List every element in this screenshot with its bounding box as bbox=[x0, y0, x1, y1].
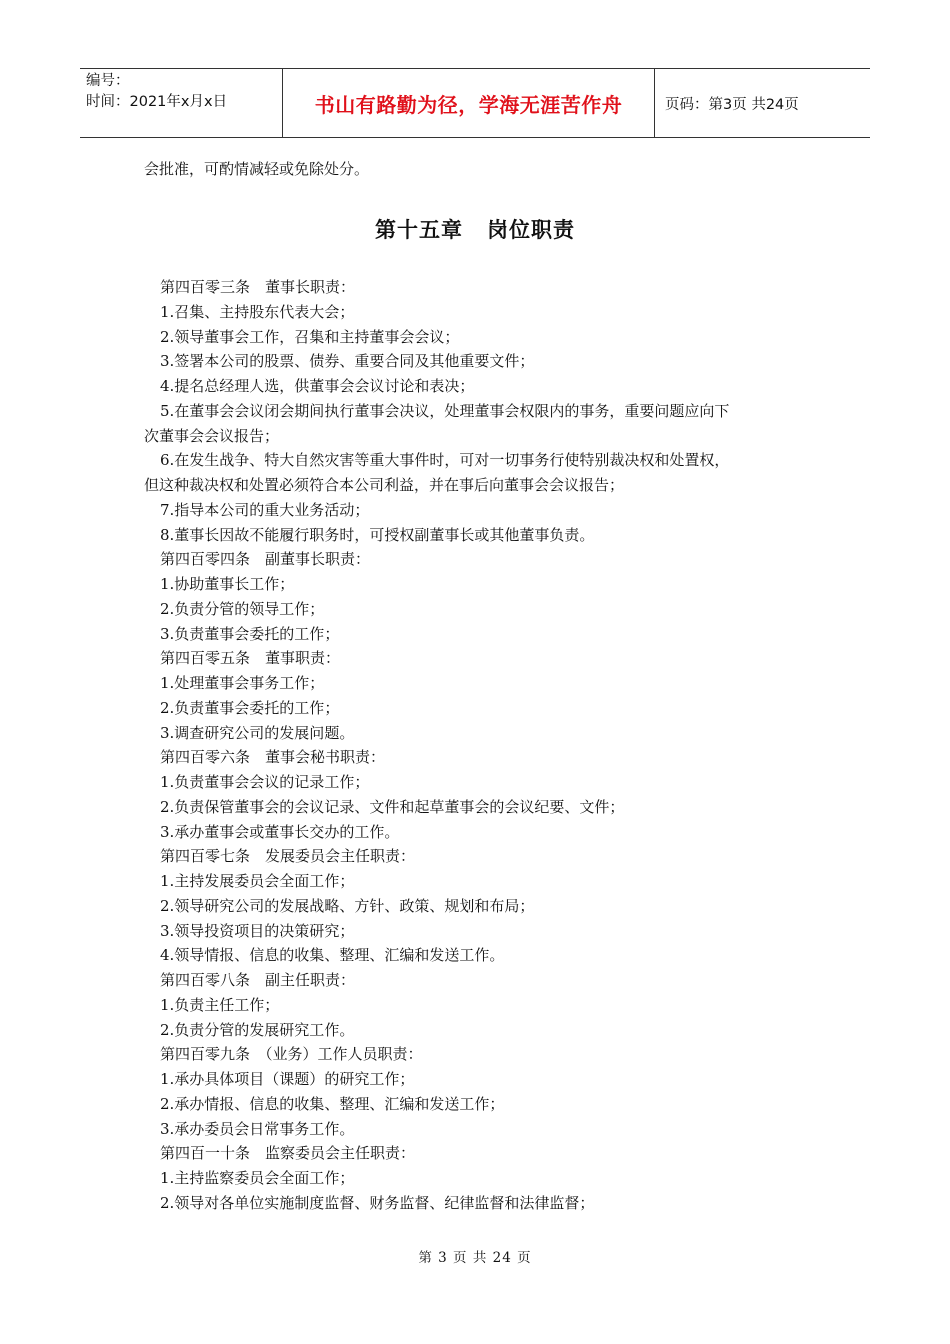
page-footer: 第 3 页 共 24 页 bbox=[418, 1250, 532, 1266]
text-line: 5.在董事会会议闭会期间执行董事会决议，处理董事会权限内的事务，重要问题应向下 bbox=[160, 401, 730, 420]
text-line: 2.负责分管的发展研究工作。 bbox=[160, 1020, 355, 1039]
text-line: 第四百零五条 董事职责： bbox=[160, 649, 341, 668]
text-line: 3.承办董事会或董事长交办的工作。 bbox=[160, 822, 400, 841]
text-line: 2.承办情报、信息的收集、整理、汇编和发送工作； bbox=[160, 1094, 505, 1113]
text-line: 第四百一十条 监察委员会主任职责： bbox=[160, 1144, 416, 1163]
text-line: 2.领导研究公司的发展战略、方针、政策、规划和布局； bbox=[160, 896, 535, 915]
text-line: 1.负责主任工作； bbox=[160, 995, 280, 1014]
text-line: 2.负责保管董事会的会议记录、文件和起草董事会的会议纪要、文件； bbox=[160, 797, 625, 816]
text-line: 次董事会会议报告； bbox=[144, 426, 280, 445]
text-line: 8.董事长因故不能履行职务时，可授权副董事长或其他董事负责。 bbox=[160, 525, 595, 544]
text-line: 1.处理董事会事务工作； bbox=[160, 674, 325, 692]
text-line: 1.主持发展委员会全面工作； bbox=[160, 872, 355, 890]
text-line: 1.主持监察委员会全面工作； bbox=[160, 1169, 355, 1187]
text-line: 1.协助董事长工作； bbox=[160, 575, 295, 593]
text-line: 1.负责董事会会议的记录工作； bbox=[160, 773, 370, 791]
text-line: 第四百零六条 董事会秘书职责： bbox=[160, 748, 386, 767]
text-line: 3.领导投资项目的决策研究； bbox=[160, 921, 355, 940]
text-line: 第四百零八条 副主任职责： bbox=[160, 971, 356, 989]
text-line: 2.领导董事会工作，召集和主持董事会会议； bbox=[160, 327, 460, 346]
number-label: 编号： bbox=[86, 73, 130, 89]
article-list bbox=[144, 275, 814, 1216]
text-line: 2.负责董事会委托的工作； bbox=[160, 698, 340, 717]
text-line: 3.签署本公司的股票、债券、重要合同及其他重要文件； bbox=[160, 352, 535, 371]
text-line: 3.调查研究公司的发展问题。 bbox=[160, 723, 355, 742]
header-left-cell bbox=[80, 69, 282, 137]
chapter-title bbox=[0, 214, 950, 244]
text-line: 1.召集、主持股东代表大会； bbox=[160, 302, 355, 321]
text-line: 但这种裁决权和处置必须符合本公司利益，并在事后向董事会会议报告； bbox=[144, 476, 625, 494]
text-line: 第四百零四条 副董事长职责： bbox=[160, 550, 371, 569]
document-body bbox=[144, 157, 814, 182]
text-line: 6.在发生战争、特大自然灾害等重大事件时，可对一切事务行使特别裁决权和处置权， bbox=[160, 451, 730, 470]
text-line: 3.承办委员会日常事务工作。 bbox=[160, 1119, 355, 1138]
text-line: 1.承办具体项目（课题）的研究工作； bbox=[160, 1070, 415, 1088]
text-line: 第四百零七条 发展委员会主任职责： bbox=[160, 847, 416, 866]
text-line: 2.负责分管的领导工作； bbox=[160, 599, 325, 618]
time-label: 时间：2021年x月x日 bbox=[86, 94, 228, 110]
intro-line: 会批准，可酌情减轻或免除处分。 bbox=[144, 160, 370, 178]
page-info: 页码：第3页 共24页 bbox=[665, 96, 799, 113]
text-line: 7.指导本公司的重大业务活动； bbox=[160, 500, 370, 519]
text-line: 第四百零九条 （业务）工作人员职责： bbox=[160, 1045, 423, 1064]
chapter-name: 岗位职责 bbox=[487, 218, 575, 242]
text-line: 第四百零三条 董事长职责： bbox=[160, 278, 356, 296]
text-line: 4.提名总经理人选，供董事会会议讨论和表决； bbox=[160, 377, 475, 395]
page-header bbox=[80, 68, 870, 138]
motto: 书山有路勤为径，学海无涯苦作舟 bbox=[282, 69, 655, 137]
text-line: 3.负责董事会委托的工作； bbox=[160, 624, 340, 643]
text-line: 4.领导情报、信息的收集、整理、汇编和发送工作。 bbox=[160, 946, 505, 965]
chapter-number: 第十五章 bbox=[375, 218, 463, 242]
text-line: 2.领导对各单位实施制度监督、财务监督、纪律监督和法律监督； bbox=[160, 1193, 595, 1212]
